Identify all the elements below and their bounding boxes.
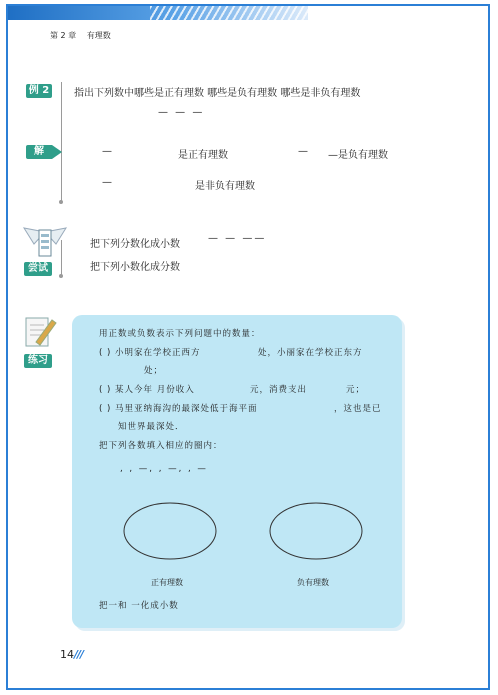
positive-rational-label: 正有理数	[151, 578, 183, 587]
chapter-header	[50, 30, 119, 41]
practice-q3-part-a: ( ) 马里亚纳海沟的最深处低于海平面	[99, 404, 258, 414]
positive-rational-oval[interactable]	[120, 500, 220, 562]
solution-tag-arrow	[52, 145, 62, 159]
header-band-pattern	[150, 6, 340, 20]
practice-q1-part-a: ( ) 小明家在学校正西方	[99, 348, 201, 358]
practice-fill-instruction: 把下列各数填入相应的圈内：	[99, 441, 223, 451]
try-icon	[20, 226, 70, 264]
practice-icon	[22, 312, 58, 356]
page-number-slashes: ///	[74, 648, 84, 661]
example-line-end-dot	[59, 200, 63, 204]
negative-rational-oval[interactable]	[266, 500, 366, 562]
practice-q1-part-b: 处，小丽家在学校正东方	[258, 348, 363, 358]
try-line-end-dot	[59, 274, 63, 278]
practice-q3-part-b: ，这也是已	[334, 404, 382, 414]
example-question: 指出下列数中哪些是正有理数 哪些是负有理数 哪些是非负有理数	[74, 88, 361, 99]
practice-q2-part-a: ( ) 某人今年 月份收入	[99, 385, 195, 395]
chapter-title: 有理数	[86, 31, 111, 40]
solution-positive: 是正有理数	[178, 150, 228, 161]
page-number-value: 14	[60, 648, 74, 661]
practice-numbers-list: , , —, , —, , —	[120, 464, 208, 474]
practice-intro: 用正数或负数表示下列问题中的数量：	[99, 329, 261, 339]
negative-rational-label: 负有理数	[297, 578, 329, 587]
example-vertical-line	[61, 82, 62, 202]
solution-nonnegative: 是非负有理数	[195, 181, 255, 192]
example-tag: 例 2	[26, 84, 52, 98]
practice-last-question: 把一和 一化成小数	[99, 601, 179, 611]
practice-q2-part-c: 元；	[346, 385, 366, 395]
practice-q1-part-c: 处；	[144, 366, 164, 376]
example-blanks: — — —	[158, 107, 205, 118]
try-line-1: 把下列分数化成小数	[90, 239, 180, 250]
page-number	[60, 648, 83, 661]
chapter-number: 第 2 章	[50, 31, 77, 40]
practice-q3-part-c: 知世界最深处．	[118, 422, 185, 432]
try-vertical-line	[61, 240, 62, 276]
solution-tag: 解	[26, 145, 52, 159]
try-line-1-blanks: — — ——	[208, 233, 267, 244]
try-line-2: 把下列小数化成分数	[90, 262, 180, 273]
practice-q2-part-b: 元，消费支出	[250, 385, 308, 395]
solution-dash-a: —	[102, 146, 112, 157]
practice-tag: 练习	[24, 354, 52, 368]
solution-dash-b: —	[298, 146, 308, 157]
solution-dash-c: —	[102, 177, 112, 188]
solution-negative: —是负有理数	[328, 150, 388, 161]
try-tag: 尝试	[24, 262, 52, 276]
